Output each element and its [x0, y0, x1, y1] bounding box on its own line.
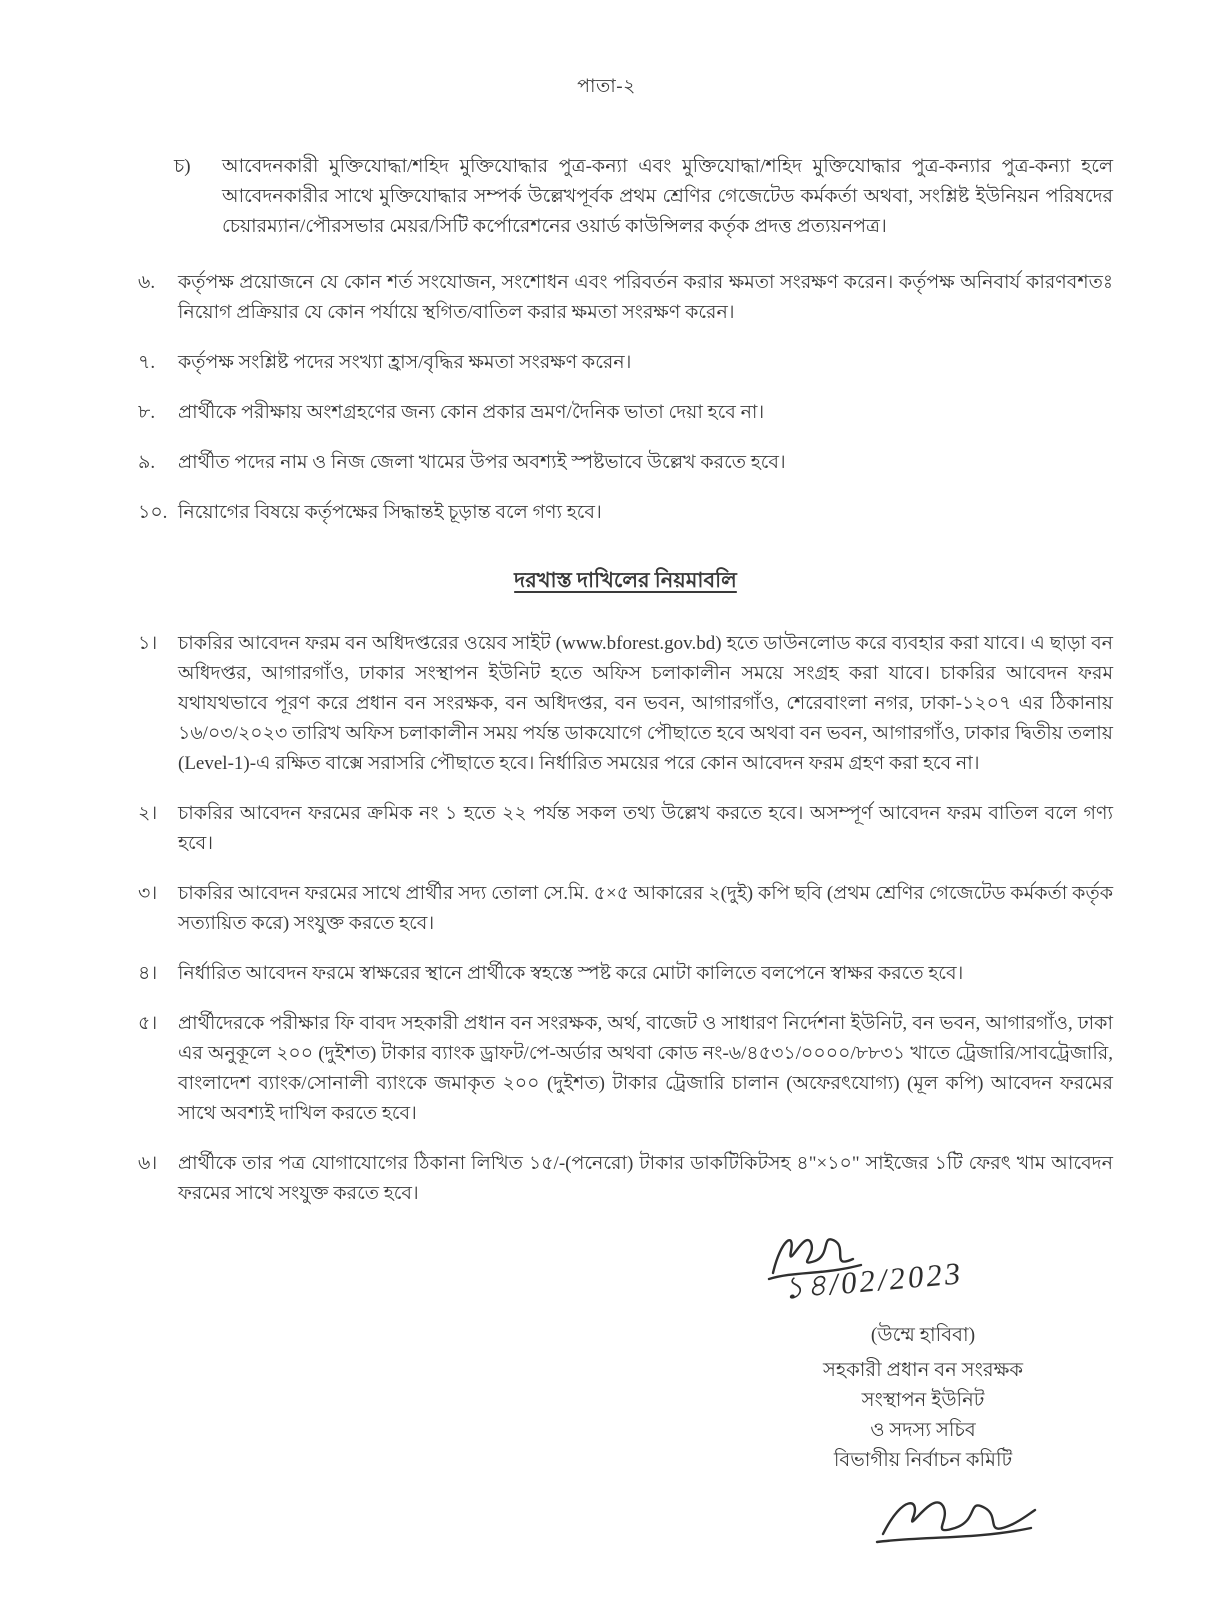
item-text: প্রার্থীত পদের নাম ও নিজ জেলা খামের উপর অবশ্যই স্পষ্টভাবে উল্লেখ করতে হবে। [178, 452, 786, 474]
list-item [138, 959, 1113, 989]
item-text: চাকরির আবেদন ফরমের ক্রমিক নং ১ হতে ২২ পর্যন্ত সকল তথ্য উল্লেখ করতে হবে। অসম্পূর্ণ আবেদন ফরম বাতিল বলে গণ্য হবে। [178, 803, 1113, 855]
list-item [138, 448, 1113, 478]
item-number: ৯. [138, 452, 156, 474]
list-item [138, 1149, 1113, 1209]
signatory-role: ও সদস্য সচিব [870, 1420, 976, 1442]
item-text: চাকরির আবেদন ফরম বন অধিদপ্তরের ওয়েব সাইট (www.bforest.gov.bd) হতে ডাউনলোড করে ব্যবহার করা যাবে। এ ছাড়া বন অধিদপ্তর, আগারগাঁও, ঢাকার সংস্থাপন ইউনিট হতে অফিস চলাকালীন সময়ে সংগ্রহ করা যাবে। চাকরির আবেদন ফরম যথাযথভাবে পূরণ করে প্রধান বন সংরক্ষক, বন অধিদপ্তর, বন ভবন, আগারগাঁও, শেরেবাংলা নগর, ঢাকা-১২০৭ এর ঠিকানায় ১৬/০৩/২০২৩ তারিখ অফিস চলাকালীন সময় পর্যন্ত ডাকযোগে পৌছাতে হবে অথবা বন ভবন, আগারগাঁও, ঢাকার দ্বিতীয় তলায় (Level-1)-এ রক্ষিত বাক্সে সরাসরি পৌছাতে হবে। নির্ধারিত সময়ের পরে কোন আবেদন ফরম গ্রহণ করা হবে না। [178, 633, 1113, 775]
item-number: ১০. [138, 502, 168, 524]
section-heading: দরখাস্ত দাখিলের নিয়মাবলি [514, 568, 737, 593]
item-number: ৬। [138, 1153, 158, 1175]
list-item [138, 348, 1113, 378]
list-item [138, 398, 1113, 428]
list-item [138, 498, 1113, 528]
item-number: ১। [138, 633, 158, 655]
signatory-unit: সংস্থাপন ইউনিট [861, 1389, 985, 1411]
handwritten-signature-icon [863, 1484, 1043, 1554]
list-item [138, 268, 1113, 328]
item-number: ২। [138, 803, 158, 825]
list-item [138, 629, 1113, 779]
list-item [174, 152, 1113, 242]
item-number: ৭. [138, 352, 156, 374]
list-item [138, 1009, 1113, 1129]
signatory-committee: বিভাগীয় নির্বাচন কমিটি [833, 1450, 1013, 1472]
item-text: প্রার্থীদেরকে পরীক্ষার ফি বাবদ সহকারী প্রধান বন সংরক্ষক, অর্থ, বাজেট ও সাধারণ নির্দেশনা ইউনিট, বন ভবন, আগারগাঁও, ঢাকা এর অনুকূলে ২০০ (দুইশত) টাকার ব্যাংক ড্রাফট/পে-অর্ডার অথবা কোড নং-৬/৪৫৩১/০০০০/৮৮৩১ খাতে ট্রেজারি/সাবট্রেজারি, বাংলাদেশ ব্যাংক/সোনালী ব্যাংকে জমাকৃত ২০০ (দুইশত) টাকার ট্রেজারি চালান (অফেরৎযোগ্য) (মূল কপি) আবেদন ফরমের সাথে অবশ্যই দাখিল করতে হবে। [178, 1013, 1113, 1125]
item-text: প্রার্থীকে পরীক্ষায় অংশগ্রহণের জন্য কোন প্রকার ভ্রমণ/দৈনিক ভাতা দেয়া হবে না। [178, 402, 765, 424]
item-number: চ) [174, 156, 191, 177]
item-text: প্রার্থীকে তার পত্র যোগাযোগের ঠিকানা লিখিত ১৫/-(পনেরো) টাকার ডাকটিকিটসহ ৪"×১০" সাইজের ১টি ফেরৎ খাম আবেদন ফরমের সাথে সংযুক্ত করতে হবে। [178, 1153, 1113, 1205]
item-number: ৪। [138, 963, 158, 985]
item-number: ৩। [138, 883, 158, 905]
item-number: ৮. [138, 402, 156, 424]
document-body [138, 152, 1113, 1209]
item-text: নির্ধারিত আবেদন ফরমে স্বাক্ষরের স্থানে প্রার্থীকে স্বহস্তে স্পষ্ট করে মোটা কালিতে বলপেনে স্বাক্ষর করতে হবে। [178, 963, 964, 985]
signature-date: ১৪/02/2023 [781, 1255, 965, 1307]
item-text: আবেদনকারী মুক্তিযোদ্ধা/শহিদ মুক্তিযোদ্ধার পুত্র-কন্যা এবং মুক্তিযোদ্ধা/শহিদ মুক্তিযোদ্ধার পুত্র-কন্যার পুত্র-কন্যা হলে আবেদনকারীর সাথে মুক্তিযোদ্ধার সম্পর্ক উল্লেখপূর্বক প্রথম শ্রেণির গেজেটেড কর্মকর্তা অথবা, সংশ্লিষ্ট ইউনিয়ন পরিষদের চেয়ারম্যান/পৌরসভার মেয়র/সিটি কর্পোরেশনের ওয়ার্ড কাউন্সিলর কর্তৃক প্রদত্ত প্রত্যয়নপত্র। [222, 156, 1113, 238]
signatory-title: সহকারী প্রধান বন সংরক্ষক [822, 1359, 1024, 1381]
item-text: চাকরির আবেদন ফরমের সাথে প্রার্থীর সদ্য তোলা সে.মি. ৫×৫ আকারের ২(দুই) কপি ছবি (প্রথম শ্রেণির গেজেটেড কর্মকর্তা কর্তৃক সত্যায়িত করে) সংযুক্ত করতে হবে। [178, 883, 1113, 935]
item-text: কর্তৃপক্ষ প্রয়োজনে যে কোন শর্ত সংযোজন, সংশোধন এবং পরিবর্তন করার ক্ষমতা সংরক্ষণ করেন। কর্তৃপক্ষ অনিবার্য কারণবশতঃ নিয়োগ প্রক্রিয়ার যে কোন পর্যায়ে স্থগিত/বাতিল করার ক্ষমতা সংরক্ষণ করেন। [178, 272, 1113, 324]
item-number: ৫। [138, 1013, 158, 1035]
signature-date-area [703, 1235, 1143, 1319]
list-item [138, 799, 1113, 859]
item-number: ৬. [138, 272, 156, 294]
page-number-label: পাতা-২ [577, 76, 636, 97]
item-text: কর্তৃপক্ষ সংশ্লিষ্ট পদের সংখ্যা হ্রাস/বৃদ্ধির ক্ষমতা সংরক্ষণ করেন। [178, 352, 632, 374]
item-text: নিয়োগের বিষয়ে কর্তৃপক্ষের সিদ্ধান্তই চূড়ান্ত বলে গণ্য হবে। [178, 502, 602, 524]
signature-block [703, 1235, 1143, 1564]
signatory-name: (উম্মে হাবিবা) [870, 1325, 976, 1347]
list-item [138, 879, 1113, 939]
